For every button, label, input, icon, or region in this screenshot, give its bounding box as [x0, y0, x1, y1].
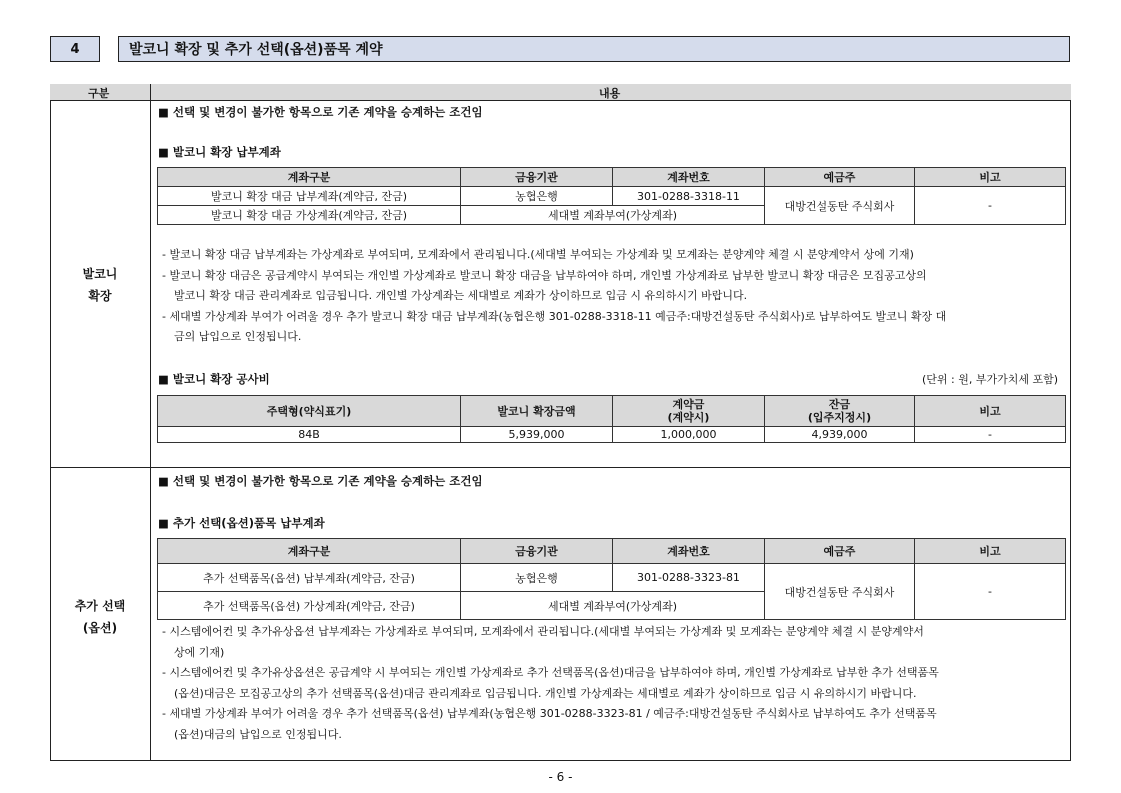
col-note: 비고	[915, 396, 1066, 427]
col-account-number: 계좌번호	[613, 168, 765, 187]
col-balance	[765, 396, 915, 427]
section-title: 발코니 확장 및 추가 선택(옵션)품목 계약	[118, 36, 1070, 62]
col-bank: 금융기관	[461, 539, 613, 564]
table-cell: 대방건설동탄 주식회사	[765, 564, 915, 620]
table-cell: 4,939,000	[765, 427, 915, 443]
balance-label: 잔금	[828, 398, 851, 411]
header-gubun: 구분	[88, 87, 110, 100]
table-cell: 301-0288-3318-11	[613, 187, 765, 206]
table-cell: 발코니 확장 대금 납부계좌(계약금, 잔금)	[158, 187, 461, 206]
note-line: (옵션)대금의 납입으로 인정됩니다.	[174, 727, 342, 741]
col-holder: 예금주	[765, 539, 915, 564]
table-cell: 1,000,000	[613, 427, 765, 443]
deposit-sublabel: (계약시)	[667, 411, 710, 424]
row-divider	[50, 467, 1071, 468]
option-account-table	[157, 538, 1066, 620]
note-line: - 발코니 확장 대금 납부계좌는 가상계좌로 부여되며, 모계좌에서 관리됩니다.(세대별 부여되는 가상계좌 및 모계좌는 분양계약 체결 시 분양계약서 상에 기재)	[162, 248, 914, 261]
note-line: - 시스템에어컨 및 추가유상옵션 납부계좌는 가상계좌로 부여되며, 모계좌에서 관리됩니다.(세대별 부여되는 가상계좌 및 모계좌는 분양계약 체결 시 분양계약서	[162, 625, 924, 638]
balcony-notes	[162, 245, 946, 348]
col-deposit	[613, 396, 765, 427]
col-holder: 예금주	[765, 168, 915, 187]
balcony-cost-heading: ■ 발코니 확장 공사비	[158, 372, 270, 386]
note-line: 금의 납입으로 인정됩니다.	[174, 330, 302, 343]
table-cell: 발코니 확장 대금 가상계좌(계약금, 잔금)	[158, 206, 461, 225]
table-cell: 대방건설동탄 주식회사	[765, 187, 915, 225]
table-cell: 301-0288-3323-81	[613, 564, 765, 592]
table-cell: -	[915, 187, 1066, 225]
table-cell: 세대별 계좌부여(가상계좌)	[461, 206, 765, 225]
column-divider	[150, 84, 151, 761]
option-label-line1: 추가 선택	[74, 599, 126, 613]
table-cell: 5,939,000	[461, 427, 613, 443]
table-cell: 추가 선택품목(옵션) 납부계좌(계약금, 잔금)	[158, 564, 461, 592]
table-cell: 세대별 계좌부여(가상계좌)	[461, 592, 765, 620]
col-account-number: 계좌번호	[613, 539, 765, 564]
balcony-account-table	[157, 167, 1066, 225]
note-line: - 세대별 가상계좌 부여가 어려울 경우 추가 발코니 확장 대금 납부계좌(농협은행 301-0288-3318-11 예금주:대방건설동탄 주식회사)로 납부하여도 발코니 확장 대	[162, 309, 947, 323]
col-note: 비고	[915, 168, 1066, 187]
table-cell: -	[915, 427, 1066, 443]
balance-sublabel: (입주지정시)	[807, 411, 872, 424]
table-cell: 84B	[158, 427, 461, 443]
note-line: (옵션)대금은 모집공고상의 추가 선택품목(옵션)대금 관리계좌로 입금됩니다. 개인별 가상계좌는 세대별로 계좌가 상이하므로 입금 시 유의하시기 바랍니다.	[174, 686, 917, 700]
option-account-heading: ■ 추가 선택(옵션)품목 납부계좌	[158, 516, 325, 530]
table-cell: 농협은행	[461, 187, 613, 206]
col-note: 비고	[915, 539, 1066, 564]
cost-unit: (단위 : 원, 부가가치세 포함)	[921, 373, 1058, 386]
table-cell: 농협은행	[461, 564, 613, 592]
note-line: - 세대별 가상계좌 부여가 어려울 경우 추가 선택품목(옵션) 납부계좌(농협은행 301-0288-3323-81 / 예금주:대방건설동탄 주식회사로 납부하여도 추가 선택품목	[162, 707, 937, 720]
table-cell: 추가 선택품목(옵션) 가상계좌(계약금, 잔금)	[158, 592, 461, 620]
deposit-label: 계약금	[672, 398, 705, 411]
balcony-label-line2: 확장	[88, 289, 112, 303]
col-bank: 금융기관	[461, 168, 613, 187]
note-line: - 시스템에어컨 및 추가유상옵션은 공급계약 시 부여되는 개인별 가상계좌로 추가 선택품목(옵션)대금을 납부하여야 하며, 개인별 가상계좌로 납부한 추가 선택품목	[162, 666, 939, 679]
option-label-line2: (옵션)	[82, 621, 118, 635]
col-house-type: 주택형(약식표기)	[158, 396, 461, 427]
note-line: 발코니 확장 대금 관리계좌로 입금됩니다. 개인별 가상계좌는 세대별로 계좌가 상이하므로 입금 시 유의하시기 바랍니다.	[174, 289, 748, 302]
table-header-row	[50, 84, 1071, 101]
page-number: - 6 -	[548, 770, 573, 784]
balcony-cost-table	[157, 395, 1066, 443]
header-content: 내용	[599, 87, 621, 100]
table-cell: -	[915, 564, 1066, 620]
col-account-type: 계좌구분	[158, 539, 461, 564]
balcony-label	[50, 263, 150, 307]
col-account-type: 계좌구분	[158, 168, 461, 187]
note-line: 상에 기재)	[174, 645, 225, 659]
col-expansion-amount: 발코니 확장금액	[461, 396, 613, 427]
balcony-label-line1: 발코니	[82, 267, 118, 281]
option-condition: ■ 선택 및 변경이 불가한 항목으로 기존 계약을 승계하는 조건임	[158, 474, 483, 488]
note-line: - 발코니 확장 대금은 공급계약시 부여되는 개인별 가상계좌로 발코니 확장 대금을 납부하여야 하며, 개인별 가상계좌로 납부한 발코니 확장 대금은 모집공고상의	[162, 268, 927, 282]
option-label	[50, 595, 150, 639]
option-notes	[162, 622, 939, 745]
balcony-condition: ■ 선택 및 변경이 불가한 항목으로 기존 계약을 승계하는 조건임	[158, 105, 483, 119]
balcony-account-heading: ■ 발코니 확장 납부계좌	[158, 145, 281, 159]
section-number: 4	[50, 36, 100, 62]
